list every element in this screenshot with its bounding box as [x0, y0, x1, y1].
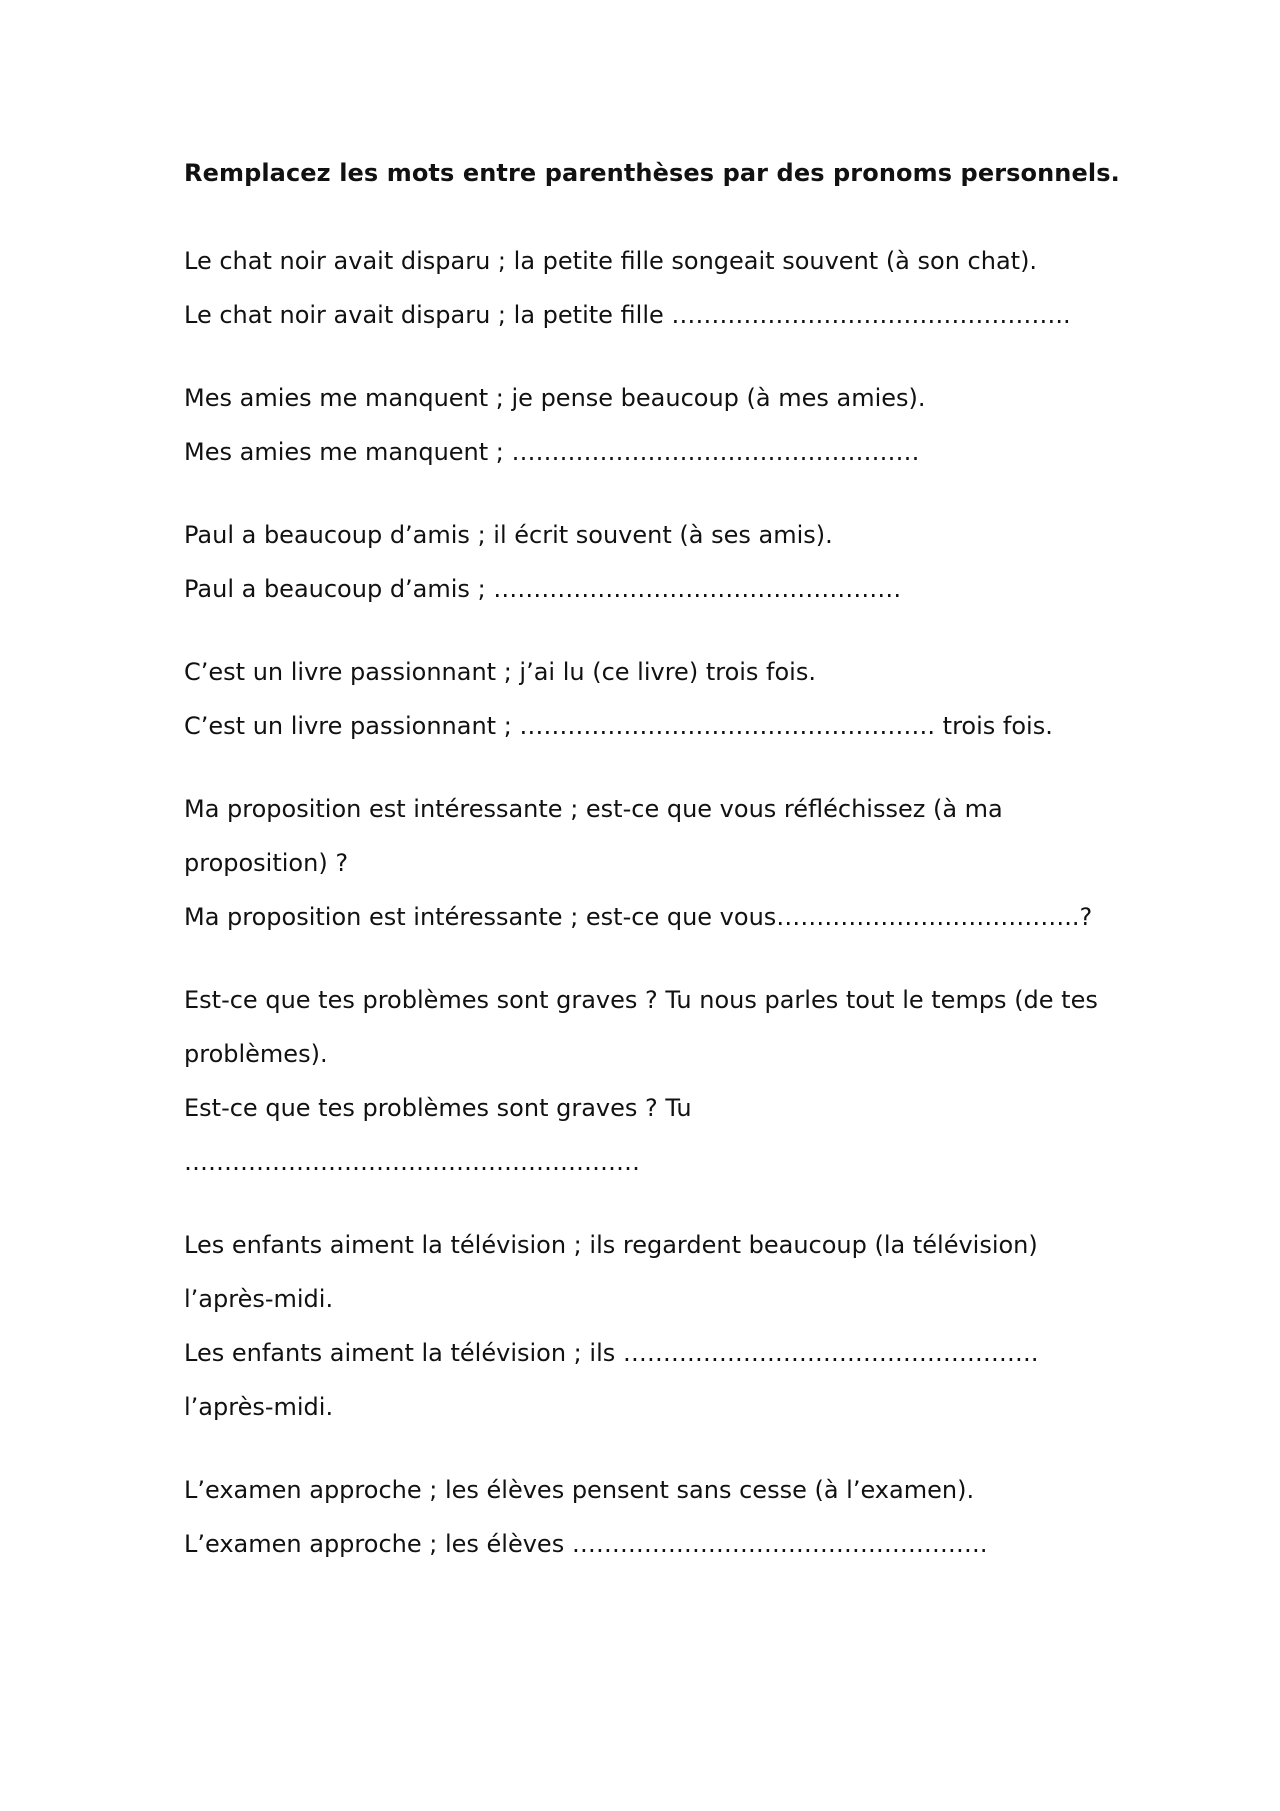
exercise-answer-line: C’est un livre passionnant ; ……………………………………………. trois fois. — [184, 712, 1053, 740]
exercise-sentence: Le chat noir avait disparu ; la petite fille songeait souvent (à son chat). — [184, 247, 1038, 275]
exercise-sentence: Mes amies me manquent ; je pense beaucoup (à mes amies). — [184, 384, 926, 412]
exercise-3 — [184, 508, 1114, 616]
exercise-6 — [184, 973, 1114, 1189]
exercise-4 — [184, 645, 1114, 753]
exercise-answer-line: Les enfants aiment la télévision ; ils ……………………………………………. l’après-midi. — [184, 1339, 1039, 1421]
exercise-sentence: Ma proposition est intéressante ; est-ce que vous réfléchissez (à ma proposition) ? — [184, 795, 1003, 877]
instruction-heading: Remplacez les mots entre parenthèses par des pronoms personnels. — [184, 159, 1120, 187]
exercise-sentence: Est-ce que tes problèmes sont graves ? Tu nous parles tout le temps (de tes problèmes). — [184, 986, 1098, 1068]
exercise-answer-line: L’examen approche ; les élèves ……………………………………………. — [184, 1530, 988, 1558]
exercise-2 — [184, 371, 1114, 479]
exercise-7 — [184, 1218, 1114, 1434]
exercise-sentence: Les enfants aiment la télévision ; ils regardent beaucoup (la télévision) l’après-midi. — [184, 1231, 1038, 1313]
exercise-1 — [184, 234, 1114, 342]
exercise-answer-line: Est-ce que tes problèmes sont graves ? Tu ………………………………………………… — [184, 1094, 692, 1176]
exercise-answer-line: Ma proposition est intéressante ; est-ce que vous………………………………..? — [184, 903, 1093, 931]
exercise-8 — [184, 1463, 1114, 1571]
worksheet-content — [184, 150, 1120, 1600]
exercise-answer-line: Mes amies me manquent ; …………………………………………… — [184, 438, 920, 466]
exercise-sentence: C’est un livre passionnant ; j’ai lu (ce livre) trois fois. — [184, 658, 816, 686]
exercise-sentence: Paul a beaucoup d’amis ; il écrit souvent (à ses amis). — [184, 521, 833, 549]
exercise-answer-line: Le chat noir avait disparu ; la petite fille ………………………………………….. — [184, 301, 1071, 329]
exercise-sentence: L’examen approche ; les élèves pensent sans cesse (à l’examen). — [184, 1476, 975, 1504]
exercise-answer-line: Paul a beaucoup d’amis ; …………………………………………… — [184, 575, 902, 603]
exercise-5 — [184, 782, 1114, 944]
